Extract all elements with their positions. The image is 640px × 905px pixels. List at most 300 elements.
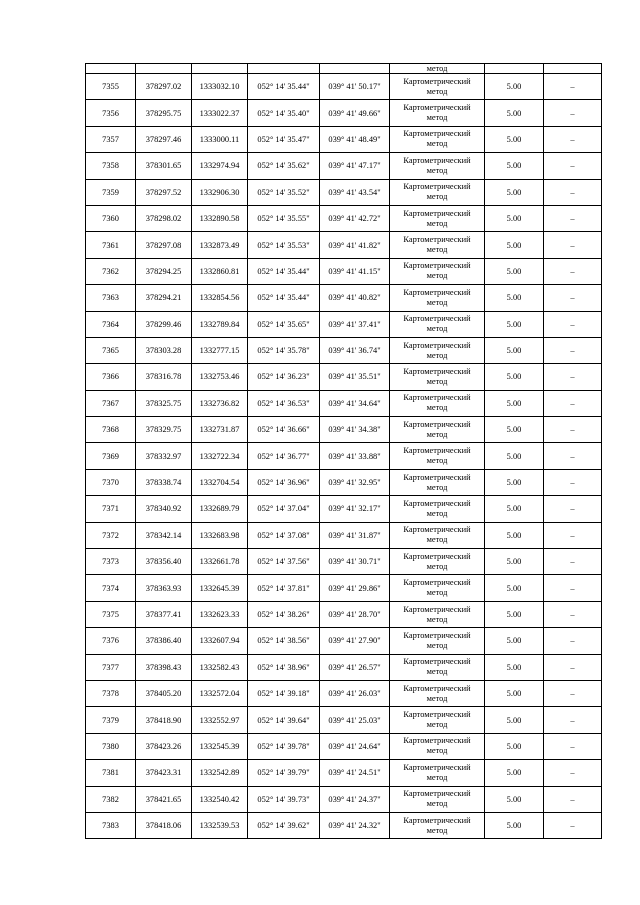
x-cell: 378356.40 [136, 549, 192, 575]
accuracy-cell: 5.00 [485, 654, 544, 680]
y-cell: 1332731.87 [192, 417, 248, 443]
continued-row [86, 64, 602, 74]
accuracy-cell: 5.00 [485, 496, 544, 522]
y-cell: 1332645.39 [192, 575, 248, 601]
point-id-cell: 7371 [86, 496, 136, 522]
point-id-cell: 7363 [86, 285, 136, 311]
method-cell [390, 258, 485, 284]
longitude-cell: 039° 41' 35.51" [320, 364, 390, 390]
latitude-cell: 052° 14' 35.44" [248, 285, 320, 311]
x-cell: 378340.92 [136, 496, 192, 522]
point-id-cell: 7366 [86, 364, 136, 390]
method-line-1: Картометрический [403, 762, 471, 772]
y-cell: 1332661.78 [192, 549, 248, 575]
point-id-cell [86, 64, 136, 74]
longitude-cell: 039° 41' 36.74" [320, 337, 390, 363]
longitude-cell: 039° 41' 49.66" [320, 100, 390, 126]
accuracy-cell: 5.00 [485, 74, 544, 100]
latitude-cell: 052° 14' 38.26" [248, 601, 320, 627]
accuracy-cell: 5.00 [485, 311, 544, 337]
method-line-1: Картометрический [403, 235, 471, 245]
method-line-2: метод [426, 86, 448, 96]
method-cell [390, 74, 485, 100]
latitude-cell: 052° 14' 36.66" [248, 417, 320, 443]
x-cell: 378297.52 [136, 179, 192, 205]
x-cell: 378398.43 [136, 654, 192, 680]
point-id-cell: 7359 [86, 179, 136, 205]
latitude-cell: 052° 14' 36.77" [248, 443, 320, 469]
accuracy-cell: 5.00 [485, 575, 544, 601]
note-cell: – [544, 601, 602, 627]
method-line-2: метод [426, 799, 448, 809]
method-line-2: метод [426, 376, 448, 386]
method-line-1: Картометрический [403, 683, 471, 693]
y-cell: 1332539.53 [192, 812, 248, 838]
method-line-2: метод [426, 456, 448, 466]
latitude-cell: 052° 14' 35.62" [248, 153, 320, 179]
method-line-2: метод [426, 429, 448, 439]
point-id-cell: 7376 [86, 628, 136, 654]
latitude-cell: 052° 14' 37.56" [248, 549, 320, 575]
longitude-cell: 039° 41' 50.17" [320, 74, 390, 100]
method-line-1: Картометрический [403, 261, 471, 271]
longitude-cell: 039° 41' 27.90" [320, 628, 390, 654]
latitude-cell: 052° 14' 35.55" [248, 205, 320, 231]
x-cell: 378329.75 [136, 417, 192, 443]
method-cell [390, 443, 485, 469]
x-cell [136, 64, 192, 74]
latitude-cell: 052° 14' 36.23" [248, 364, 320, 390]
table-row [86, 549, 602, 575]
latitude-cell: 052° 14' 35.78" [248, 337, 320, 363]
x-cell: 378325.75 [136, 390, 192, 416]
table-row [86, 74, 602, 100]
latitude-cell: 052° 14' 36.96" [248, 469, 320, 495]
table-row [86, 522, 602, 548]
note-cell: – [544, 575, 602, 601]
longitude-cell: 039° 41' 33.88" [320, 443, 390, 469]
method-line-2: метод [426, 482, 448, 492]
table-row [86, 786, 602, 812]
y-cell: 1332860.81 [192, 258, 248, 284]
latitude-cell: 052° 14' 37.04" [248, 496, 320, 522]
method-cell [390, 126, 485, 152]
y-cell: 1332542.89 [192, 760, 248, 786]
table-row [86, 733, 602, 759]
y-cell: 1332722.34 [192, 443, 248, 469]
method-line-2: метод [426, 614, 448, 624]
y-cell: 1332854.56 [192, 285, 248, 311]
method-cell [390, 575, 485, 601]
latitude-cell: 052° 14' 39.64" [248, 707, 320, 733]
point-id-cell: 7379 [86, 707, 136, 733]
method-cell [390, 469, 485, 495]
note-cell: – [544, 733, 602, 759]
y-cell: 1332572.04 [192, 680, 248, 706]
latitude-cell: 052° 14' 37.81" [248, 575, 320, 601]
y-cell: 1332540.42 [192, 786, 248, 812]
note-cell: – [544, 522, 602, 548]
method-line-2: метод [426, 746, 448, 756]
point-id-cell: 7373 [86, 549, 136, 575]
table-row [86, 232, 602, 258]
x-cell: 378377.41 [136, 601, 192, 627]
note-cell: – [544, 549, 602, 575]
point-id-cell: 7368 [86, 417, 136, 443]
accuracy-cell: 5.00 [485, 258, 544, 284]
method-cell [390, 337, 485, 363]
x-cell: 378297.02 [136, 74, 192, 100]
method-cell [390, 311, 485, 337]
accuracy-cell: 5.00 [485, 285, 544, 311]
accuracy-cell: 5.00 [485, 179, 544, 205]
method-line-1: Картометрический [403, 578, 471, 588]
method-line-1: Картометрический [403, 366, 471, 376]
point-id-cell: 7381 [86, 760, 136, 786]
latitude-cell: 052° 14' 38.56" [248, 628, 320, 654]
y-cell: 1332873.49 [192, 232, 248, 258]
note-cell: – [544, 707, 602, 733]
longitude-cell: 039° 41' 32.95" [320, 469, 390, 495]
latitude-cell: 052° 14' 39.18" [248, 680, 320, 706]
longitude-cell: 039° 41' 24.37" [320, 786, 390, 812]
x-cell: 378332.97 [136, 443, 192, 469]
table-body [86, 64, 602, 839]
x-cell: 378405.20 [136, 680, 192, 706]
method-line-2: метод [426, 825, 448, 835]
x-cell: 378423.31 [136, 760, 192, 786]
method-line-1: Картометрический [403, 419, 471, 429]
accuracy-cell: 5.00 [485, 733, 544, 759]
table-row [86, 575, 602, 601]
method-cell [390, 733, 485, 759]
method-cell [390, 522, 485, 548]
method-line-2: метод [426, 271, 448, 281]
table-row [86, 654, 602, 680]
method-line-2: метод [426, 297, 448, 307]
longitude-cell: 039° 41' 47.17" [320, 153, 390, 179]
point-id-cell: 7358 [86, 153, 136, 179]
accuracy-cell: 5.00 [485, 469, 544, 495]
point-id-cell: 7365 [86, 337, 136, 363]
accuracy-cell: 5.00 [485, 100, 544, 126]
method-line-1: Картометрический [403, 525, 471, 535]
table-row [86, 337, 602, 363]
longitude-cell: 039° 41' 24.32" [320, 812, 390, 838]
y-cell: 1332974.94 [192, 153, 248, 179]
point-id-cell: 7374 [86, 575, 136, 601]
accuracy-cell: 5.00 [485, 417, 544, 443]
y-cell: 1332906.30 [192, 179, 248, 205]
note-cell: – [544, 680, 602, 706]
note-cell: – [544, 311, 602, 337]
y-cell: 1332777.15 [192, 337, 248, 363]
accuracy-cell: 5.00 [485, 680, 544, 706]
point-id-cell: 7355 [86, 74, 136, 100]
x-cell: 378294.25 [136, 258, 192, 284]
latitude-cell: 052° 14' 36.53" [248, 390, 320, 416]
longitude-cell: 039° 41' 40.82" [320, 285, 390, 311]
point-id-cell: 7382 [86, 786, 136, 812]
x-cell: 378303.28 [136, 337, 192, 363]
method-line-1: Картометрический [403, 340, 471, 350]
point-id-cell: 7357 [86, 126, 136, 152]
table-row [86, 390, 602, 416]
point-id-cell: 7375 [86, 601, 136, 627]
note-cell: – [544, 443, 602, 469]
method-line-1: Картометрический [403, 314, 471, 324]
method-line-2: метод [426, 350, 448, 360]
note-cell: – [544, 496, 602, 522]
method-cell: метод [390, 64, 485, 74]
method-cell [390, 628, 485, 654]
method-line-1: Картометрический [403, 129, 471, 139]
x-cell: 378295.75 [136, 100, 192, 126]
method-line-2: метод [426, 772, 448, 782]
x-cell: 378338.74 [136, 469, 192, 495]
note-cell: – [544, 654, 602, 680]
note-cell: – [544, 469, 602, 495]
method-line-1: Картометрический [403, 472, 471, 482]
table-row [86, 153, 602, 179]
table-row [86, 100, 602, 126]
longitude-cell: 039° 41' 25.03" [320, 707, 390, 733]
x-cell: 378418.90 [136, 707, 192, 733]
y-cell: 1332545.39 [192, 733, 248, 759]
method-line-2: метод [426, 667, 448, 677]
method-cell [390, 100, 485, 126]
method-line-2: метод [426, 403, 448, 413]
method-cell [390, 417, 485, 443]
x-cell: 378299.46 [136, 311, 192, 337]
point-id-cell: 7356 [86, 100, 136, 126]
note-cell: – [544, 179, 602, 205]
latitude-cell [248, 64, 320, 74]
table-row [86, 443, 602, 469]
x-cell: 378342.14 [136, 522, 192, 548]
coordinates-table [85, 63, 602, 839]
method-line-1: Картометрический [403, 393, 471, 403]
method-cell [390, 654, 485, 680]
y-cell: 1332753.46 [192, 364, 248, 390]
method-line-2: метод [426, 720, 448, 730]
accuracy-cell: 5.00 [485, 126, 544, 152]
table-row [86, 285, 602, 311]
point-id-cell: 7370 [86, 469, 136, 495]
longitude-cell: 039° 41' 26.57" [320, 654, 390, 680]
method-line-1: Картометрический [403, 103, 471, 113]
method-line-1: Картометрический [403, 446, 471, 456]
method-line-1: Картометрический [403, 182, 471, 192]
table-row [86, 179, 602, 205]
method-line-1: Картометрический [403, 630, 471, 640]
method-line-1: Картометрический [403, 710, 471, 720]
note-cell: – [544, 364, 602, 390]
latitude-cell: 052° 14' 38.96" [248, 654, 320, 680]
accuracy-cell: 5.00 [485, 760, 544, 786]
y-cell: 1333022.37 [192, 100, 248, 126]
method-line-1: Картометрический [403, 604, 471, 614]
method-cell [390, 601, 485, 627]
method-cell [390, 205, 485, 231]
table-row [86, 205, 602, 231]
method-line-1: Картометрический [403, 657, 471, 667]
point-id-cell: 7377 [86, 654, 136, 680]
latitude-cell: 052° 14' 37.08" [248, 522, 320, 548]
table-row [86, 469, 602, 495]
table-row [86, 126, 602, 152]
latitude-cell: 052° 14' 35.53" [248, 232, 320, 258]
note-cell: – [544, 153, 602, 179]
point-id-cell: 7378 [86, 680, 136, 706]
note-cell: – [544, 786, 602, 812]
point-id-cell: 7380 [86, 733, 136, 759]
y-cell: 1332736.82 [192, 390, 248, 416]
accuracy-cell: 5.00 [485, 601, 544, 627]
point-id-cell: 7367 [86, 390, 136, 416]
table-row [86, 417, 602, 443]
accuracy-cell: 5.00 [485, 153, 544, 179]
method-cell [390, 285, 485, 311]
point-id-cell: 7361 [86, 232, 136, 258]
y-cell [192, 64, 248, 74]
y-cell: 1332623.33 [192, 601, 248, 627]
longitude-cell: 039° 41' 41.82" [320, 232, 390, 258]
y-cell: 1332683.98 [192, 522, 248, 548]
accuracy-cell: 5.00 [485, 337, 544, 363]
note-cell: – [544, 258, 602, 284]
method-cell [390, 496, 485, 522]
note-cell: – [544, 628, 602, 654]
longitude-cell: 039° 41' 24.51" [320, 760, 390, 786]
longitude-cell: 039° 41' 34.38" [320, 417, 390, 443]
accuracy-cell: 5.00 [485, 628, 544, 654]
accuracy-cell: 5.00 [485, 232, 544, 258]
accuracy-cell: 5.00 [485, 522, 544, 548]
point-id-cell: 7364 [86, 311, 136, 337]
y-cell: 1332704.54 [192, 469, 248, 495]
y-cell: 1332552.97 [192, 707, 248, 733]
method-line-1: Картометрический [403, 287, 471, 297]
method-line-2: метод [426, 113, 448, 123]
accuracy-cell: 5.00 [485, 812, 544, 838]
longitude-cell: 039° 41' 28.70" [320, 601, 390, 627]
method-line-2: метод [426, 165, 448, 175]
x-cell: 378297.08 [136, 232, 192, 258]
longitude-cell: 039° 41' 24.64" [320, 733, 390, 759]
table-row [86, 680, 602, 706]
method-cell [390, 364, 485, 390]
note-cell: – [544, 417, 602, 443]
method-line-2: метод [426, 561, 448, 571]
x-cell: 378298.02 [136, 205, 192, 231]
method-line-2: метод [426, 588, 448, 598]
x-cell: 378418.06 [136, 812, 192, 838]
method-cell [390, 179, 485, 205]
latitude-cell: 052° 14' 35.65" [248, 311, 320, 337]
note-cell: – [544, 205, 602, 231]
latitude-cell: 052° 14' 39.62" [248, 812, 320, 838]
table-row [86, 311, 602, 337]
method-line-1: Картометрический [403, 208, 471, 218]
method-line-1: Картометрический [403, 789, 471, 799]
accuracy-cell: 5.00 [485, 707, 544, 733]
accuracy-cell: 5.00 [485, 390, 544, 416]
method-cell [390, 549, 485, 575]
method-line-2: метод [426, 693, 448, 703]
latitude-cell: 052° 14' 35.52" [248, 179, 320, 205]
longitude-cell: 039° 41' 26.03" [320, 680, 390, 706]
method-cell [390, 760, 485, 786]
y-cell: 1332582.43 [192, 654, 248, 680]
method-cell [390, 232, 485, 258]
method-line-2: метод [426, 640, 448, 650]
point-id-cell: 7362 [86, 258, 136, 284]
note-cell: – [544, 812, 602, 838]
method-line-1: Картометрический [403, 76, 471, 86]
latitude-cell: 052° 14' 39.79" [248, 760, 320, 786]
method-line-2: метод [426, 218, 448, 228]
table-row [86, 601, 602, 627]
x-cell: 378301.65 [136, 153, 192, 179]
accuracy-cell [485, 64, 544, 74]
note-cell: – [544, 126, 602, 152]
table-row [86, 760, 602, 786]
method-line-2: метод [426, 508, 448, 518]
method-line-1: Картометрический [403, 815, 471, 825]
latitude-cell: 052° 14' 39.78" [248, 733, 320, 759]
point-id-cell: 7369 [86, 443, 136, 469]
longitude-cell [320, 64, 390, 74]
y-cell: 1332689.79 [192, 496, 248, 522]
table-row [86, 496, 602, 522]
method-line-2: метод [426, 192, 448, 202]
point-id-cell: 7383 [86, 812, 136, 838]
method-cell [390, 390, 485, 416]
note-cell: – [544, 100, 602, 126]
accuracy-cell: 5.00 [485, 443, 544, 469]
method-cell [390, 786, 485, 812]
method-line-1: Картометрический [403, 498, 471, 508]
longitude-cell: 039° 41' 31.87" [320, 522, 390, 548]
note-cell: – [544, 285, 602, 311]
method-line-1: Картометрический [403, 551, 471, 561]
method-line-2: метод [426, 139, 448, 149]
latitude-cell: 052° 14' 39.73" [248, 786, 320, 812]
note-cell: – [544, 390, 602, 416]
note-cell: – [544, 74, 602, 100]
longitude-cell: 039° 41' 48.49" [320, 126, 390, 152]
x-cell: 378421.65 [136, 786, 192, 812]
table-row [86, 258, 602, 284]
x-cell: 378363.93 [136, 575, 192, 601]
longitude-cell: 039° 41' 29.86" [320, 575, 390, 601]
accuracy-cell: 5.00 [485, 786, 544, 812]
method-line-2: метод [426, 245, 448, 255]
y-cell: 1332890.58 [192, 205, 248, 231]
accuracy-cell: 5.00 [485, 205, 544, 231]
table-row [86, 812, 602, 838]
longitude-cell: 039° 41' 32.17" [320, 496, 390, 522]
accuracy-cell: 5.00 [485, 364, 544, 390]
point-id-cell: 7372 [86, 522, 136, 548]
y-cell: 1332607.94 [192, 628, 248, 654]
longitude-cell: 039° 41' 42.72" [320, 205, 390, 231]
method-cell [390, 680, 485, 706]
method-cell [390, 707, 485, 733]
longitude-cell: 039° 41' 34.64" [320, 390, 390, 416]
method-line-2: метод [426, 535, 448, 545]
